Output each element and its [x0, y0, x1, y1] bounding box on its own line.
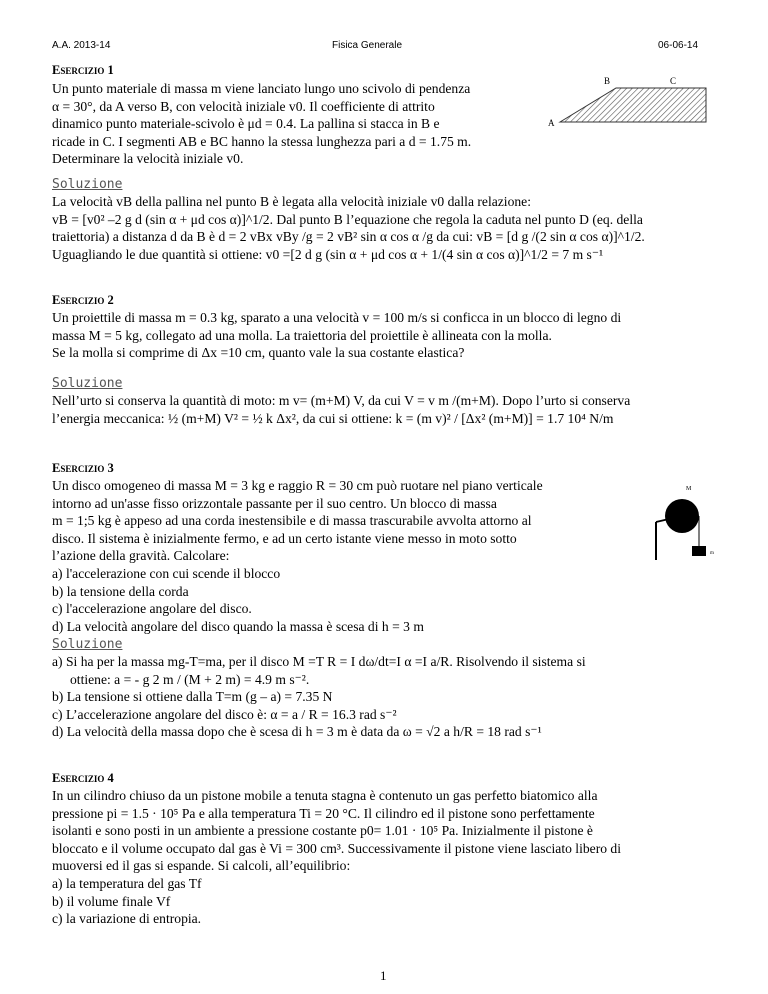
text-line: α = 30°, da A verso B, con velocità iniziale v0. Il coefficiente di attrito [52, 98, 435, 114]
exercise-1-solution [52, 193, 717, 263]
exercise-1-text [52, 80, 532, 168]
text-line: In un cilindro chiuso da un pistone mobile a tenuta stagna è contenuto un gas perfetto biatomico alla [52, 788, 598, 803]
text-line: isolanti e sono posti in un ambiente a pressione costante p0= 1.01 · 10⁵ Pa. Inizialmente il pistone è [52, 823, 593, 839]
text-line: l’azione della gravità. Calcolare: [52, 548, 230, 564]
text-line: Uguagliando le due quantità si ottiene: v0 =[2 d g (sin α + μd cos α + 1/(4 sin α cos α)]^1/2 = 7 m s⁻¹ [52, 246, 604, 262]
list-item: c) l'accelerazione angolare del disco. [52, 601, 252, 617]
header-course: Fisica Generale [332, 40, 403, 51]
text-line: Un punto materiale di massa m viene lanciato lungo uno scivolo di pendenza [52, 81, 471, 96]
exercise-2-title: Esercizio 2 [52, 293, 114, 307]
point-a-label: A [548, 118, 555, 128]
text-line: Se la molla si comprime di Δx =10 cm, quanto vale la sua costante elastica? [52, 345, 465, 361]
exercise-3-solution [52, 653, 717, 741]
list-item: a) Si ha per la massa mg-T=ma, per il disco M =T R = I dω/dt=I α =I a/R. Risolvendo il sistema si [52, 654, 586, 669]
list-item: d) La velocità angolare del disco quando la massa è scesa di h = 3 m [52, 618, 424, 634]
ramp-figure [548, 76, 720, 136]
list-item: a) la temperatura del gas Tf [52, 875, 202, 891]
list-item: c) L’accelerazione angolare del disco è: α = a / R = 16.3 rad s⁻² [52, 706, 397, 722]
exercise-3-text [52, 477, 612, 635]
text-line: disco. Il sistema è inizialmente fermo, e ad un certo istante viene messo in moto sotto [52, 530, 517, 546]
text-line: dinamico punto materiale-scivolo è μd = 0.4. La pallina si stacca in B e [52, 116, 440, 132]
list-item: ottiene: a = - g 2 m / (M + 2 m) = 4.9 m s⁻². [70, 671, 310, 687]
text-line: muoversi ed il gas si espande. Si calcoli, all’equilibrio: [52, 858, 351, 874]
text-line: pressione pi = 1.5 · 10⁵ Pa e alla temperatura Ti = 20 °C. Il cilindro ed il pistone sono perfettamente [52, 805, 595, 821]
exercise-1-title: Esercizio 1 [52, 63, 114, 77]
exercise-2-text [52, 309, 717, 362]
disc-figure [636, 480, 726, 565]
point-c-label: C [670, 76, 677, 86]
list-item: b) il volume finale Vf [52, 893, 171, 909]
text-line: Un disco omogeneo di massa M = 3 kg e raggio R = 30 cm può ruotare nel piano verticale [52, 478, 543, 493]
text-line: bloccato e il volume occupato dal gas è Vi = 300 cm³. Successivamente il pistone viene lasciato libero di [52, 840, 621, 856]
exercise-4-text [52, 787, 717, 928]
list-item: a) l'accelerazione con cui scende il blocco [52, 565, 281, 581]
text-line: Determinare la velocità iniziale v0. [52, 151, 244, 167]
exercise-4-title: Esercizio 4 [52, 771, 114, 785]
page-number: 1 [380, 968, 387, 983]
exercise-3-title: Esercizio 3 [52, 461, 114, 475]
text-line: l’energia meccanica: ½ (m+M) V² = ½ k Δx², da cui si ottiene: k = (m v)² / [Δx² (m+M)] = 1.7 10⁴ N/m [52, 410, 614, 426]
list-item: d) La velocità della massa dopo che è scesa di h = 3 m è data da ω = √2 a h/R = 18 rad s⁻¹ [52, 724, 542, 740]
hanging-block [692, 546, 706, 556]
text-line: m = 1;5 kg è appeso ad una corda inestensibile e di massa trascurabile avvolta attorno al [52, 513, 532, 529]
list-item: b) la tensione della corda [52, 583, 189, 599]
text-line: ricade in C. I segmenti AB e BC hanno la stessa lunghezza pari a d = 1.75 m. [52, 133, 472, 149]
exercise-1-solution-title: Soluzione [52, 177, 123, 192]
text-line: Un proiettile di massa m = 0.3 kg, sparato a una velocità v = 100 m/s si conficca in un blocco di legno di [52, 310, 622, 325]
text-line: La velocità vB della pallina nel punto B è legata alla velocità iniziale v0 dalla relazione: [52, 194, 531, 209]
exercise-2-solution [52, 392, 717, 427]
ramp-shape [560, 88, 706, 122]
disc-mass-label: M [686, 486, 692, 492]
header-year: A.A. 2013-14 [52, 40, 111, 51]
exercise-3-solution-title: Soluzione [52, 637, 123, 652]
disc-shape [665, 499, 699, 533]
header-date: 06-06-14 [658, 40, 699, 51]
point-b-label: B [604, 76, 611, 86]
exercise-2-solution-title: Soluzione [52, 376, 123, 391]
text-line: intorno ad un'asse fisso orizzontale passante per il suo centro. Un blocco di massa [52, 495, 497, 511]
list-item: c) la variazione di entropia. [52, 911, 202, 927]
text-line: Nell’urto si conserva la quantità di moto: m v= (m+M) V, da cui V = v m /(m+M). Dopo l’urto si conserva [52, 393, 631, 408]
list-item: b) La tensione si ottiene dalla T=m (g – a) = 7.35 N [52, 689, 333, 705]
block-mass-label: m [710, 551, 714, 556]
text-line: massa M = 5 kg, collegato ad una molla. La traiettoria del proiettile è allineata con la molla. [52, 327, 552, 343]
text-line: traiettoria) a distanza d da B è d = 2 vBx vBy /g = 2 vB² sin α cos α /g da cui: vB = [d g /(2 sin α cos α)]^1/2. [52, 229, 645, 245]
text-line: vB = [v0² –2 g d (sin α + μd cos α)]^1/2. Dal punto B l’equazione che regola la caduta nel punto D (eq. della [52, 211, 643, 227]
